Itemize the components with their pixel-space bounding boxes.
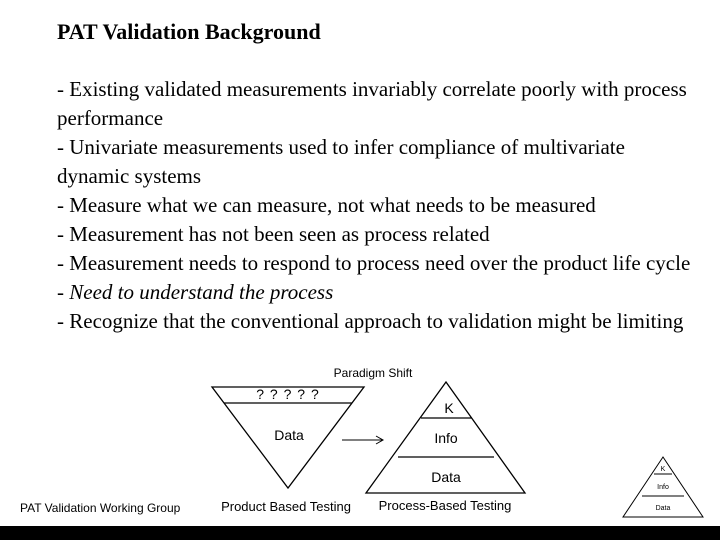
bullet-italic-text: Need to understand the process xyxy=(69,280,334,304)
bullet-item: - Measurement has not been seen as process related xyxy=(57,222,490,246)
bullet-item: - Recognize that the conventional approach to validation might be limiting xyxy=(57,309,684,333)
data-tier-label-left: Data xyxy=(274,427,304,443)
knowledge-tier-label: K xyxy=(444,400,454,416)
product-testing-caption: Product Based Testing xyxy=(221,499,351,514)
bullet-item: - Existing validated measurements invariably correlate poorly with process performance xyxy=(57,77,687,130)
bullet-prefix: - xyxy=(57,280,70,304)
slide-title: PAT Validation Background xyxy=(57,19,321,44)
working-group-label: PAT Validation Working Group xyxy=(20,501,181,515)
mini-data-label: Data xyxy=(655,505,671,512)
bottom-bar xyxy=(0,526,720,540)
bullet-item: - Univariate measurements used to infer compliance of multivariate dynamic systems xyxy=(57,135,625,188)
info-tier-label: Info xyxy=(434,430,458,446)
bullet-item: - Measurement needs to respond to process need over the product life cycle xyxy=(57,251,691,275)
process-testing-caption: Process-Based Testing xyxy=(378,498,512,513)
bullet-item: - Measure what we can measure, not what needs to be measured xyxy=(57,193,596,217)
unknown-tier-label: ? ? ? ? ? xyxy=(256,386,320,402)
mini-info-label: Info xyxy=(657,484,669,491)
mini-knowledge-label: K xyxy=(660,466,666,473)
data-tier-label-right: Data xyxy=(431,469,461,485)
paradigm-shift-label: Paradigm Shift xyxy=(333,366,413,380)
